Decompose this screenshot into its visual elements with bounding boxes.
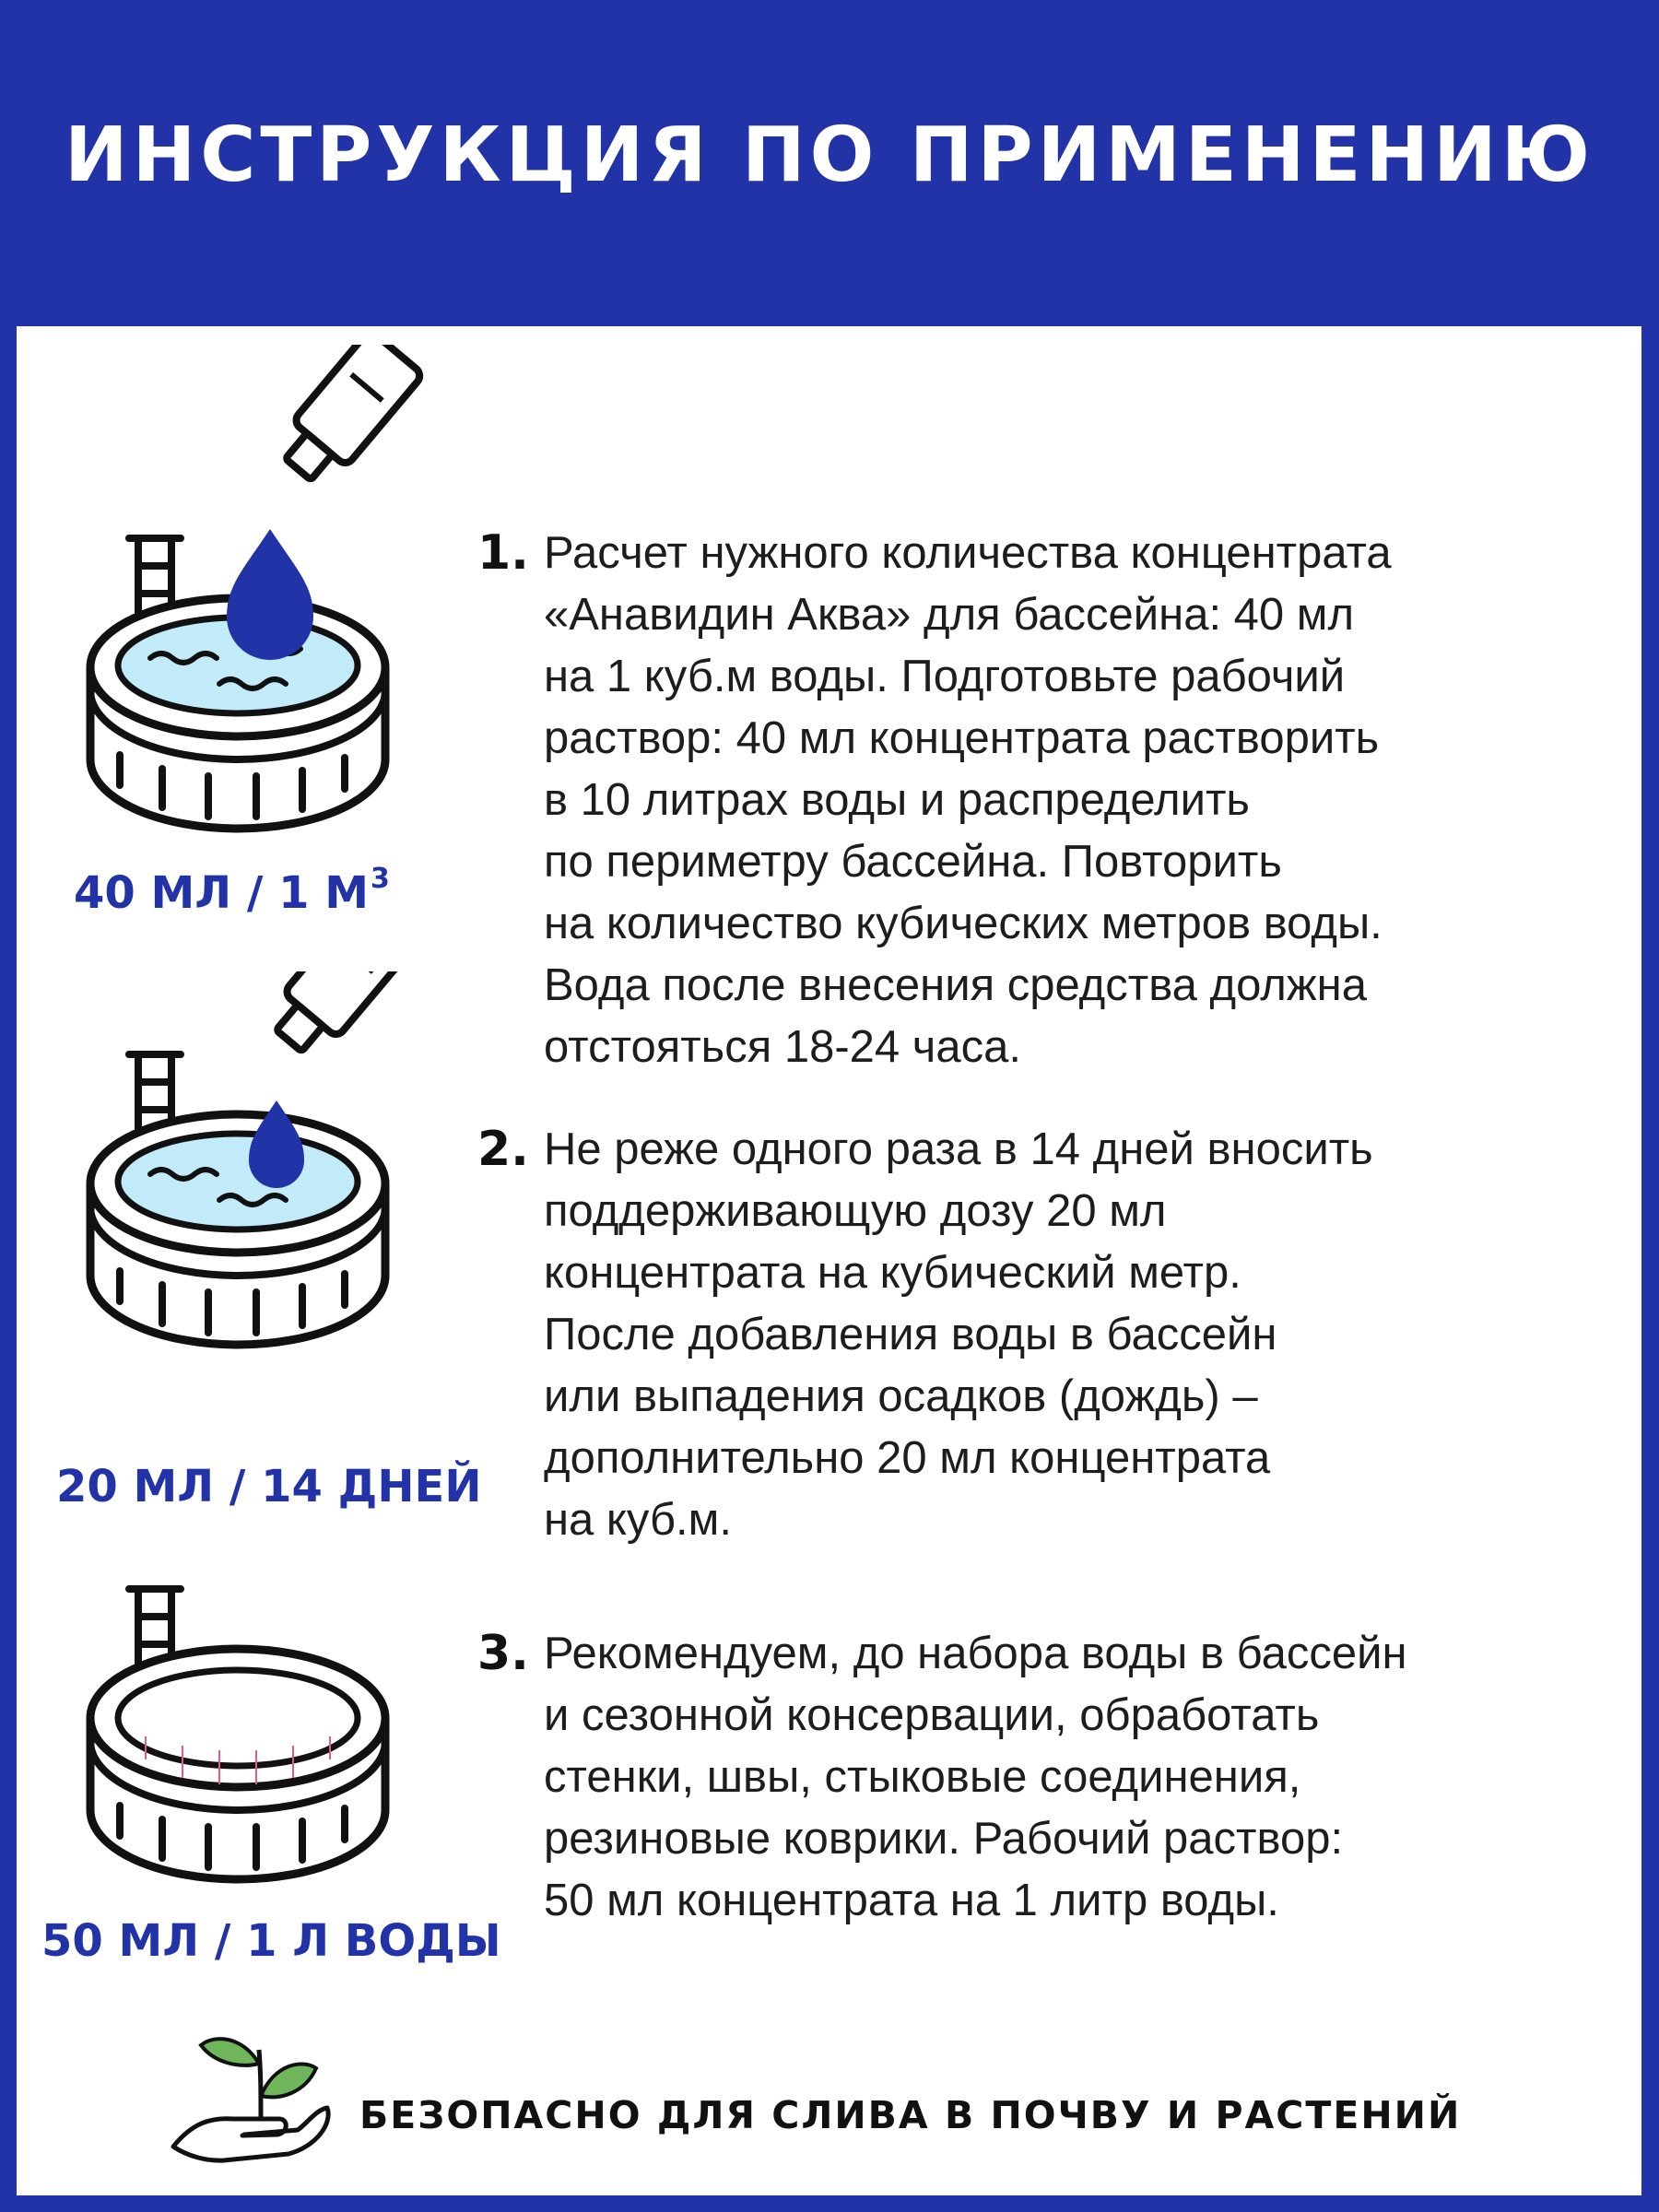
step-number-3: 3. bbox=[477, 1626, 529, 1681]
instruction-panel bbox=[17, 326, 1641, 2195]
safety-note: БЕЗОПАСНО ДЛЯ СЛИВА В ПОЧВУ И РАСТЕНИЙ bbox=[359, 2093, 1462, 2137]
hand-with-sprout-icon bbox=[169, 2008, 335, 2165]
step-text-2: Не реже одного раза в 14 дней вносить поддерживающую дозу 20 мл концентрата на кубический метр. После добавления воды в бассейн или выпадения осадков (дождь) – дополнительно 20 мл концентрата на куб.м. bbox=[544, 1124, 1373, 1545]
step-number-2: 2. bbox=[477, 1122, 529, 1177]
pool-with-bottle-icon bbox=[81, 345, 431, 842]
step-number-1: 1. bbox=[477, 525, 529, 581]
step-text-1: Расчет нужного количества концентрата «Анавидин Аква» для бассейна: 40 мл на 1 куб.м воды. Подготовьте рабочий раствор: 40 мл концентрата растворить в 10 литрах воды и распределить по периметру бассейна. Повторить на количество кубических метров воды. Вода после внесения средства должна отстояться 18-24 часа. bbox=[544, 528, 1392, 1072]
step-3 bbox=[477, 1623, 1630, 1932]
step-2 bbox=[477, 1119, 1630, 1551]
pool-with-small-drop-icon bbox=[81, 971, 431, 1359]
step-1 bbox=[477, 523, 1630, 1078]
dose-label-2: 20 МЛ / 14 ДНЕЙ bbox=[56, 1461, 482, 1512]
step-text-3: Рекомендуем, до набора воды в бассейн и сезонной консервации, обработать стенки, швы, стыковые соединения, резиновые коврики. Рабочий раствор: 50 мл концентрата на 1 литр воды. bbox=[544, 1629, 1407, 1925]
dose-label-3: 50 МЛ / 1 Л ВОДЫ bbox=[41, 1915, 501, 1967]
empty-pool-icon bbox=[81, 1571, 431, 1884]
page-title: ИНСТРУКЦИЯ ПО ПРИМЕНЕНИЮ bbox=[64, 112, 1595, 199]
dose-label-1: 40 МЛ / 1 $М^3$ bbox=[74, 863, 390, 919]
